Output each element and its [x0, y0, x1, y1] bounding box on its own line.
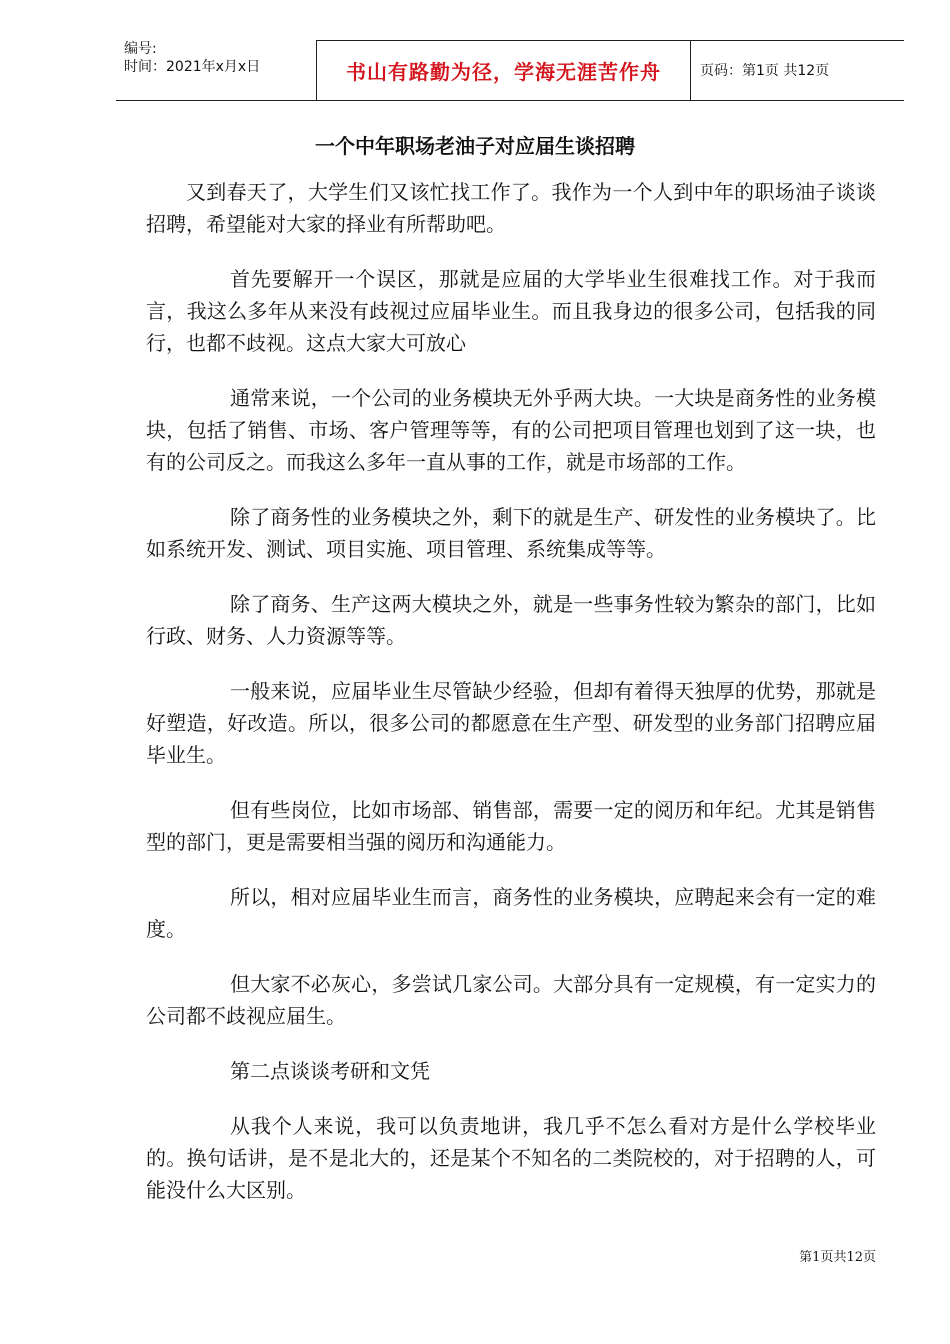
- paragraph: 但大家不必灰心，多尝试几家公司。大部分具有一定规模，有一定实力的公司都不歧视应届生。: [146, 972, 876, 1028]
- paragraph: 一般来说，应届毕业生尽管缺少经验，但却有着得天独厚的优势，那就是好塑造，好改造。所以，很多公司的都愿意在生产型、研发型的业务部门招聘应届毕业生。: [146, 679, 876, 767]
- header-meta: [124, 40, 314, 76]
- document-body: [146, 176, 876, 1229]
- paragraph: 除了商务、生产这两大模块之外，就是一些事务性较为繁杂的部门，比如行政、财务、人力资源等等。: [146, 592, 876, 648]
- section-heading: 第二点谈谈考研和文凭: [230, 1059, 430, 1083]
- document-number-label: 编号:: [124, 41, 157, 57]
- header-page-info: 页码：第1页 共12页: [700, 63, 830, 79]
- paragraph: 从我个人来说，我可以负责地讲，我几乎不怎么看对方是什么学校毕业的。换句话讲，是不是北大的，还是某个不知名的二类院校的，对于招聘的人，可能没什么大区别。: [146, 1114, 876, 1202]
- paragraph: 所以，相对应届毕业生而言，商务性的业务模块，应聘起来会有一定的难度。: [146, 885, 876, 941]
- paragraph: 首先要解开一个误区，那就是应届的大学毕业生很难找工作。对于我而言，我这么多年从来没有歧视过应届毕业生。而且我身边的很多公司，包括我的同行，也都不歧视。这点大家大可放心: [146, 267, 876, 355]
- header-divider-right: [690, 40, 691, 100]
- paragraph: 除了商务性的业务模块之外，剩下的就是生产、研发性的业务模块了。比如系统开发、测试、项目实施、项目管理、系统集成等等。: [146, 505, 876, 561]
- page-header: [116, 40, 904, 101]
- page-footer: 第1页共12页: [799, 1250, 876, 1265]
- document-time-label: 时间：2021年x月x日: [124, 59, 261, 75]
- paragraph: 通常来说，一个公司的业务模块无外乎两大块。一大块是商务性的业务模块，包括了销售、市场、客户管理等等，有的公司把项目管理也划到了这一块，也有的公司反之。而我这么多年一直从事的工作，就是市场部的工作。: [146, 386, 876, 474]
- document-title: 一个中年职场老油子对应届生谈招聘: [315, 134, 635, 158]
- header-motto: 书山有路勤为径，学海无涯苦作舟: [346, 59, 661, 84]
- paragraph: 又到春天了，大学生们又该忙找工作了。我作为一个人到中年的职场油子谈谈招聘，希望能对大家的择业有所帮助吧。: [146, 180, 876, 236]
- paragraph: 但有些岗位，比如市场部、销售部，需要一定的阅历和年纪。尤其是销售型的部门，更是需要相当强的阅历和沟通能力。: [146, 798, 876, 854]
